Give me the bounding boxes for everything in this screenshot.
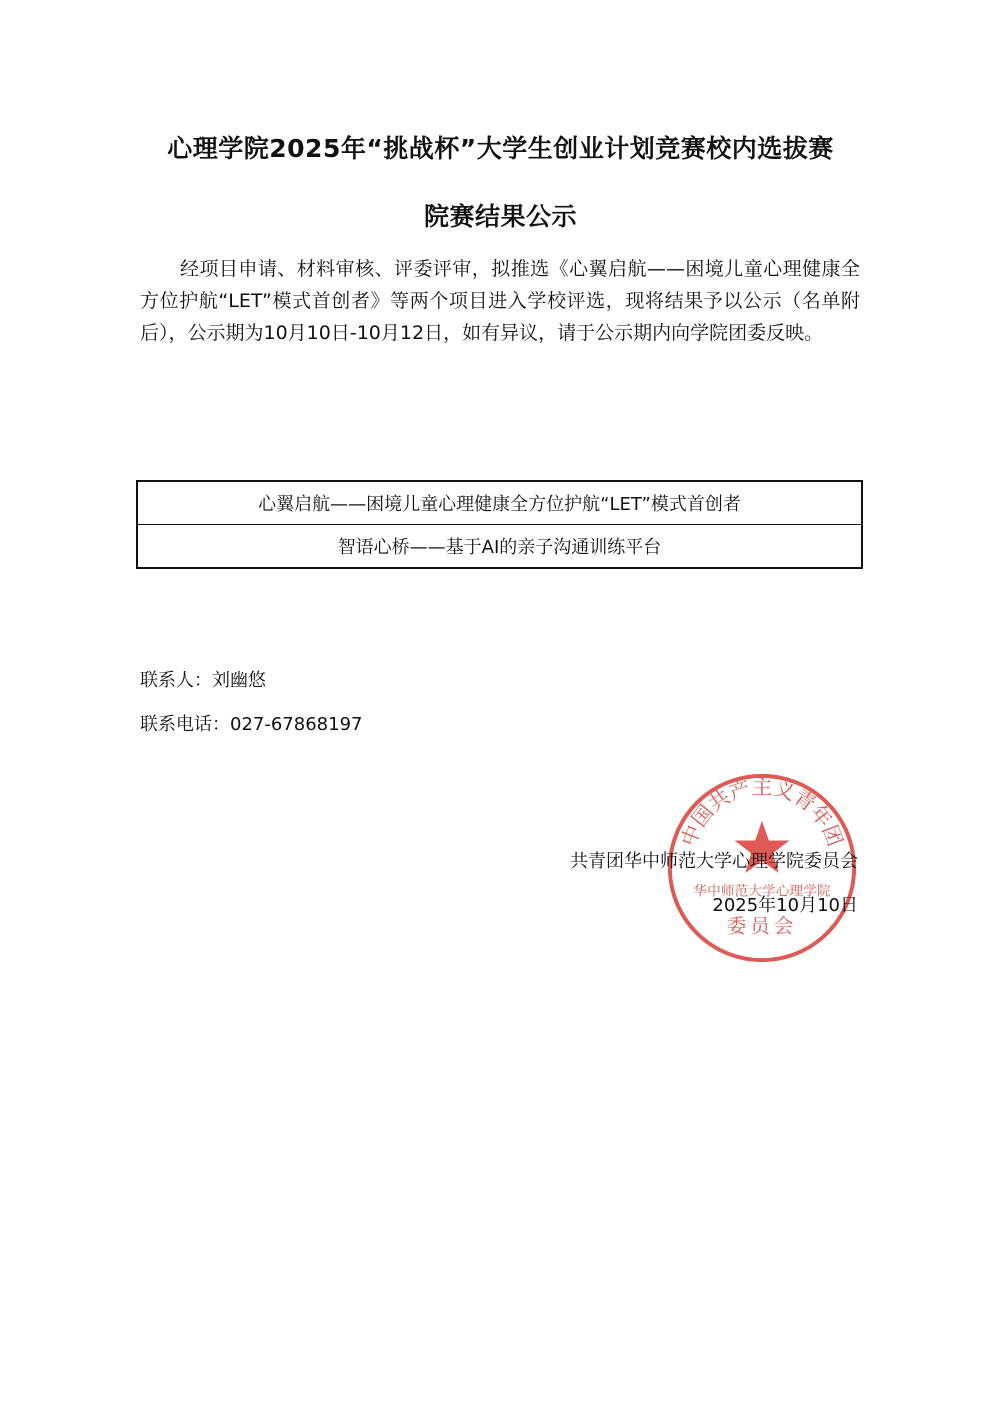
project-name-cell: 智语心桥——基于AI的亲子沟通训练平台 [137,525,862,569]
signature-date: 2025年10月10日 [712,895,858,916]
seal-middle-text: 华中师范大学心理学院 [693,883,831,900]
seal-bottom-text: 委员会 [726,914,798,938]
table-row [137,525,862,569]
document-title: 心理学院2025年“挑战杯”大学生创业计划竞赛校内选拔赛 [167,134,834,163]
signature-organization: 共青团华中师范大学心理学院委员会 [570,851,858,872]
project-name-cell: 心翼启航——困境儿童心理健康全方位护航“LET”模式首创者 [137,481,862,525]
contact-person: 联系人：刘幽悠 [140,670,266,691]
seal-top-text: 中国共产主义青年团 [676,775,848,850]
table-row [137,481,862,525]
project-list-table [136,480,863,569]
contact-phone: 联系电话：027-67868197 [140,714,363,735]
announcement-body: 经项目申请、材料审核、评委评审，拟推选《心翼启航——困境儿童心理健康全方位护航“LET”模式首创者》等两个项目进入学校评选，现将结果予以公示（名单附后），公示期为10月10日-10月12日，如有异议，请于公示期内向学院团委反映。 [140,258,860,344]
document-subtitle: 院赛结果公示 [423,202,577,231]
